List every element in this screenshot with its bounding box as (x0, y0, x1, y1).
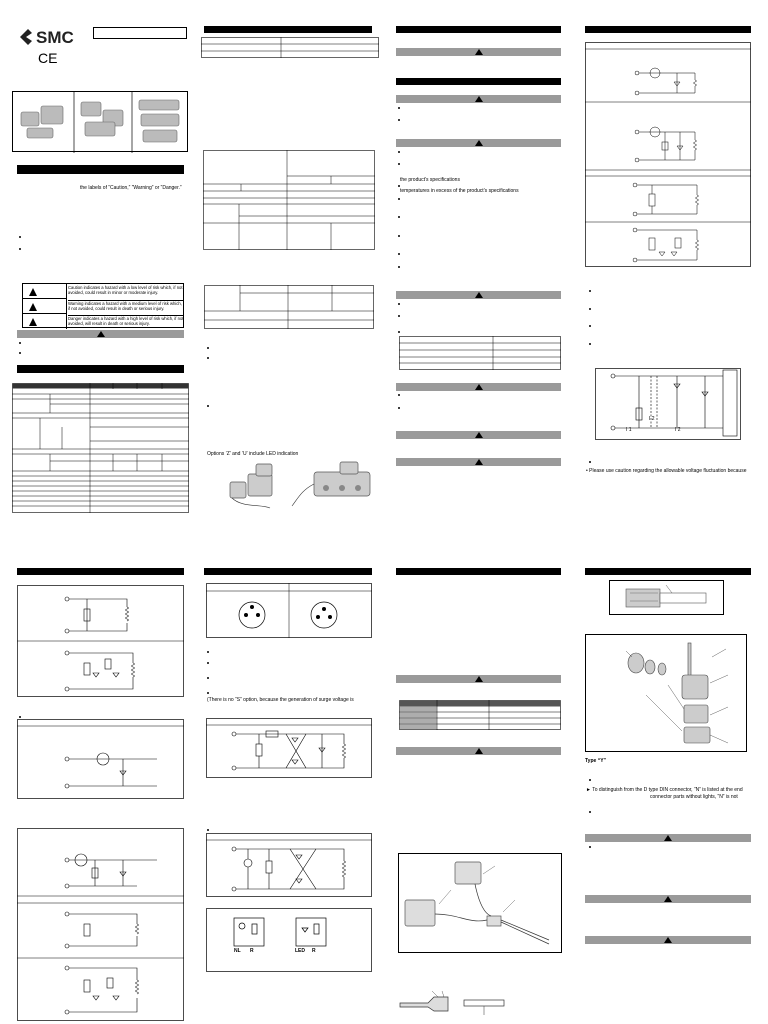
col2-table-2 (204, 285, 374, 329)
bullet (398, 394, 400, 396)
connector-pin-diagram (206, 583, 372, 638)
bullet (589, 846, 591, 848)
svg-text:SMC: SMC (36, 28, 74, 47)
selection-warning-bar (396, 139, 561, 147)
specifications-table (12, 383, 189, 513)
section-header-col4 (585, 26, 751, 33)
nl-label: NL (234, 948, 241, 954)
maintenance-caution-bar (396, 747, 561, 755)
bullet (207, 692, 209, 694)
bullet (398, 185, 400, 187)
connector-cross-section (609, 580, 724, 615)
col4-caution-bar-3 (585, 936, 751, 944)
design-warning-bar (396, 95, 561, 103)
section-header-bottom-col4 (585, 568, 751, 575)
led-circuit-comparison (206, 908, 372, 972)
maintenance-warning-bar (396, 675, 561, 683)
no-s-option-note: (There is no “S” option, because the generation of surge voltage is (207, 697, 354, 703)
valve-illustration (222, 460, 377, 510)
bullet (19, 248, 21, 250)
bullet (398, 163, 400, 165)
bullet (589, 779, 591, 781)
bullet (19, 236, 21, 238)
bullet (589, 461, 591, 463)
din-connector-exploded-view (585, 634, 747, 752)
crimp-terminal-illustration (398, 985, 518, 1020)
bullet (398, 315, 400, 317)
col4-caution-bar-2 (585, 895, 751, 903)
section-header-safety (17, 165, 184, 174)
bullet (19, 342, 21, 344)
r-label-1: R (250, 948, 254, 954)
type-y-label: Type “Y” (585, 758, 607, 764)
safety-intro-text: the labels of “Caution,” “Warning” or “Danger.” (80, 185, 182, 191)
surge-suppressor-circuit-2 (206, 833, 372, 897)
current-circuit-diagram (595, 368, 741, 440)
danger-symbol-cell (23, 314, 67, 329)
section-header-specifications (17, 365, 184, 373)
bullet (589, 290, 591, 292)
din-distinguish-note-2: connector parts without lights, “N” is not (650, 794, 738, 800)
led-options-caption: Options ’Z’ and ’U’ include LED indication (207, 451, 299, 457)
i1-label: I 1 (626, 427, 632, 433)
led-label: LED (295, 948, 305, 954)
section-header-bottom-col2 (204, 568, 372, 575)
warning-bar (17, 330, 184, 338)
dc-circuit-diagram-1 (17, 719, 184, 799)
bullet (207, 677, 209, 679)
warning-definition: Warning indicates a hazard with a medium level of risk which, if not avoided, could result in death or serious injury. (68, 300, 184, 311)
bullet (19, 352, 21, 354)
spec-line-2: temperatures in excess of the product’s specifications (400, 188, 519, 194)
voltage-fluctuation-note: • Please use caution regarding the allowable voltage fluctuation because (586, 468, 747, 474)
bullet (398, 216, 400, 218)
section-header-bottom-col1 (17, 568, 184, 575)
col4-caution-bar-1 (585, 834, 751, 842)
manifold-wiring-illustration (398, 853, 562, 953)
wiring-caution-bar (396, 431, 561, 439)
section-header-precautions (396, 78, 561, 85)
hazard-levels-table (22, 283, 184, 328)
bullet (207, 405, 209, 407)
bullet (398, 151, 400, 153)
bullet (398, 407, 400, 409)
bullet (207, 347, 209, 349)
col3-small-table (399, 336, 561, 370)
bullet (207, 651, 209, 653)
warning-symbol-cell (23, 299, 67, 314)
bullet (207, 662, 209, 664)
bullet (398, 303, 400, 305)
bullet (398, 331, 400, 333)
part-number-box (93, 27, 187, 39)
col2-electrical-table (203, 150, 375, 250)
bullet (589, 343, 591, 345)
bullet (398, 119, 400, 121)
bullet (207, 829, 209, 831)
section-header-bottom-col3 (396, 568, 561, 575)
r-label-2: R (312, 948, 316, 954)
smc-logo (18, 26, 90, 48)
bullet (398, 198, 400, 200)
bullet (398, 235, 400, 237)
lubrication-caution-bar (396, 458, 561, 466)
spec-line-1: the product’s specifications (400, 177, 460, 183)
caution-symbol-cell (23, 284, 67, 299)
ac-circuit-diagrams (17, 585, 184, 697)
circuit-diagrams-dc (585, 42, 751, 267)
piping-caution-bar (396, 383, 561, 391)
bullet (398, 253, 400, 255)
bullet (398, 266, 400, 268)
caution-definition: Caution indicates a hazard with a low level of risk which, if not avoided, could result in minor or moderate injury. (68, 285, 183, 296)
section-header-col2 (204, 26, 372, 33)
bullet (589, 811, 591, 813)
surge-suppressor-circuit (206, 718, 372, 778)
product-photos (12, 91, 188, 152)
col3-bottom-table (399, 700, 561, 730)
ce-mark: CE (38, 50, 58, 66)
bullet (207, 357, 209, 359)
din-distinguish-note-1: ► To distinguish from the D type DIN connector, “N” is listed at the end (586, 787, 743, 793)
bullet (589, 308, 591, 310)
bullet (19, 716, 21, 718)
danger-definition: Danger indicates a hazard with a high level of risk which, if not avoided, will result in death or serious injury. (68, 316, 184, 327)
i2-label-a: I 2 (649, 416, 655, 422)
bullet (398, 107, 400, 109)
bullet (589, 325, 591, 327)
caution-bar (396, 48, 561, 56)
i2-label-b: I 2 (675, 427, 681, 433)
dc-circuit-diagrams-2 (17, 828, 184, 1021)
mounting-caution-bar (396, 291, 561, 299)
section-header-col3 (396, 26, 561, 33)
col2-small-table (201, 37, 379, 59)
